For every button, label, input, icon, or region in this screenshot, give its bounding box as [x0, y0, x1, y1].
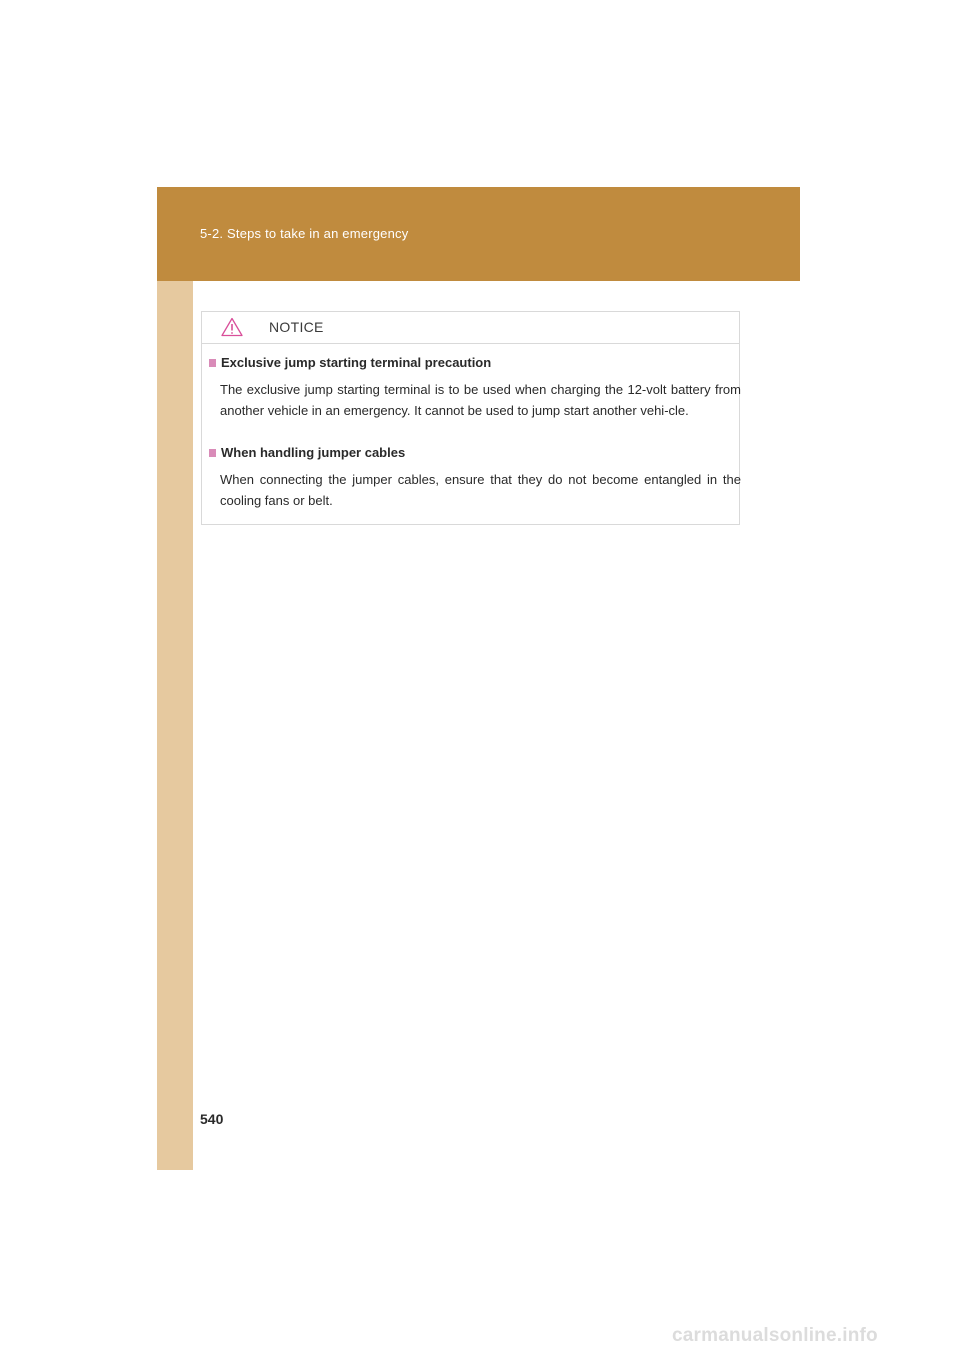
item-body: When connecting the jumper cables, ensure that they do not become entangled in the cooling fans or belt.: [220, 472, 741, 508]
item-heading: [209, 353, 739, 373]
side-band: [157, 187, 193, 1170]
watermark[interactable]: carmanualsonline.info: [672, 1325, 878, 1346]
item-heading-text: Exclusive jump starting terminal precaution: [221, 355, 492, 370]
bullet-square-icon: [209, 359, 216, 367]
page-number: 540: [200, 1111, 224, 1127]
item-heading-text: When handling jumper cables: [221, 445, 406, 460]
item-body: The exclusive jump starting terminal is to be used when charging the 12-volt battery from another vehicle in an emergency. It cannot be used to jump start another vehi-cle.: [220, 382, 741, 418]
notice-header: [202, 312, 739, 344]
notice-title: NOTICE: [269, 319, 324, 335]
notice-box: [201, 311, 740, 525]
warning-triangle-icon: [221, 317, 243, 337]
item-heading: [209, 443, 739, 463]
notice-item: [209, 443, 739, 511]
section-title: 5-2. Steps to take in an emergency: [200, 226, 409, 241]
notice-item: [209, 353, 739, 421]
bullet-square-icon: [209, 449, 216, 457]
